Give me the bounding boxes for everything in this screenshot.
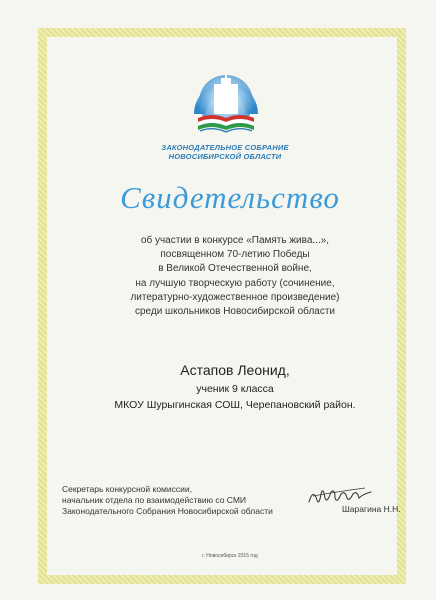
organization-name-line2: НОВОСИБИРСКОЙ ОБЛАСТИ — [168, 152, 282, 161]
description-line: литературно-художественное произведение) — [130, 291, 340, 303]
description-line: на лучшую творческую работу (сочинение, — [135, 277, 335, 289]
certificate-title: Свидетельство — [120, 180, 340, 215]
description-line: среди школьников Новосибирской области — [134, 306, 336, 318]
description-line: об участии в конкурсе «Память жива...», — [140, 235, 330, 246]
signatory-title — [62, 484, 322, 517]
recipient-grade: ученик 9 класса — [196, 383, 274, 395]
description-line: посвященном 70-летию Победы — [160, 249, 310, 261]
certificate-description — [60, 234, 410, 319]
signatory-title-line: Секретарь конкурсной комиссии, — [62, 484, 193, 494]
organization-name — [150, 143, 300, 161]
signer-name: Шарагина Н.Н. — [342, 504, 401, 514]
recipient-name: Астапов Леонид, — [180, 362, 290, 378]
signatory-title-line: Законодательного Собрания Новосибирской области — [62, 506, 273, 516]
signatory-title-line: начальник отдела по взаимодействию со СМИ — [62, 495, 247, 505]
place-and-year: г. Новосибирск 2015 год — [202, 553, 258, 559]
description-line: в Великой Отечественной войне, — [158, 263, 312, 275]
recipient-details — [60, 381, 410, 413]
organization-name-line1: ЗАКОНОДАТЕЛЬНОЕ СОБРАНИЕ — [161, 143, 289, 152]
recipient-school: МКОУ Шурыгинская СОШ, Черепановский район. — [114, 399, 356, 411]
legislative-assembly-emblem-icon — [186, 62, 266, 142]
